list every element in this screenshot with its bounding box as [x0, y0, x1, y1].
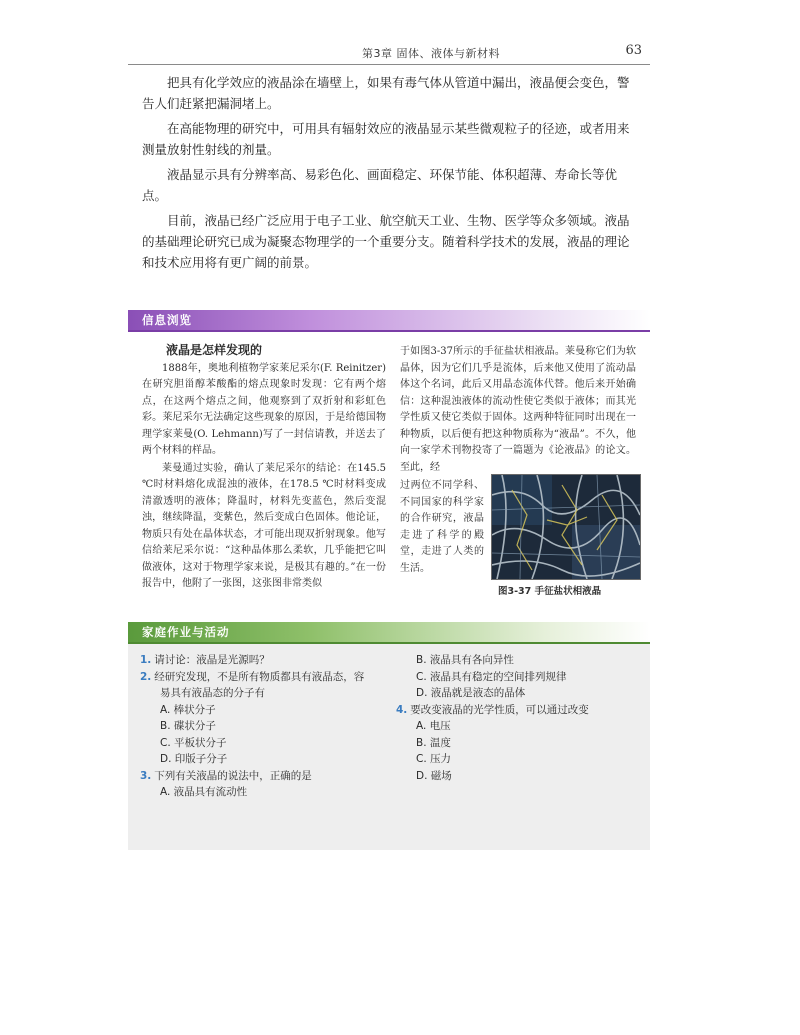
- textbook-page: [128, 38, 650, 850]
- page-number: 63: [625, 43, 642, 58]
- info-section-bar: [128, 310, 650, 332]
- answer-option: C. 平板状分子: [160, 736, 227, 749]
- homework-right-column: [396, 652, 646, 784]
- question-2-continued: 易具有液晶态的分子有: [160, 687, 265, 699]
- answer-option: D. 印版子分子: [160, 753, 228, 765]
- info-left-column: [142, 342, 386, 594]
- liquid-crystal-figure: [491, 474, 641, 580]
- liquid-crystal-texture-image: [492, 475, 640, 579]
- answer-option: B. 碟状分子: [160, 720, 216, 732]
- info-right-paragraph: 于如图3-37所示的手征盐状相液晶。莱曼称它们为软晶体，因为它们几乎是流体，后来他又使用了流动晶体这个名词，此后又用晶态流体代替。他后来开始确信：这种混浊液体的流动性使它类似于液体；而其光学性质又使它类似于固体。这两种特征同时出现在一种物质，以后便有把这种物质称为“液晶”。不久，他向一家学术刊物投寄了一篇题为《论液晶》的论文。至此，经: [400, 346, 636, 473]
- page-header: [128, 42, 650, 65]
- answer-option: C. 液晶具有稳定的空间排列规律: [416, 670, 567, 683]
- answer-option: A. 电压: [416, 720, 451, 732]
- question-4: 4. 要改变液晶的光学性质，可以通过改变: [396, 703, 589, 716]
- answer-option: A. 液晶具有流动性: [160, 786, 248, 798]
- body-paragraph: 把具有化学效应的液晶涂在墙壁上，如果有毒气体从管道中漏出，液晶便会变色，警告人们赶紧把漏洞堵上。: [142, 75, 630, 111]
- answer-option: D. 磁场: [416, 769, 452, 782]
- info-section-label: 信息浏览: [142, 313, 192, 327]
- figure-caption: 图3-37 手征盐状相液晶: [498, 586, 602, 597]
- body-paragraph: 在高能物理的研究中，可用具有辐射效应的液晶显示某些微观粒子的径迹，或者用来测量放射性射线的剂量。: [142, 121, 630, 157]
- question-1: 1. 请讨论：液晶是光源吗？: [140, 654, 270, 666]
- body-paragraph: 目前，液晶已经广泛应用于电子工业、航空航天工业、生物、医学等众多领域。液晶的基础理论研究已成为凝聚态物理学的一个重要分支。随着科学技术的发展，液晶的理论和技术应用将有更广阔的前景。: [142, 213, 630, 270]
- answer-option: B. 液晶具有各向异性: [416, 654, 514, 666]
- homework-left-column: [140, 652, 390, 801]
- info-right-wrap-paragraph: 过两位不同学科、不同国家的科学家的合作研究，液晶走进了科学的殿堂，走进了人类的生活。: [400, 480, 484, 574]
- info-title: 液晶是怎样发现的: [166, 343, 263, 357]
- homework-section-bar: [128, 622, 650, 644]
- info-paragraph: 莱曼通过实验，确认了莱尼采尔的结论：在145.5 ℃时材料熔化成混浊的液体，在178.5 ℃时材料变成清澈透明的液体；降温时，材料先变蓝色，然后变混浊，继续降温，变紫色，然后变成白色固体。他论证，物质只有处在晶体状态，才可能出现双折射现象。他写信给莱尼采尔说：“这种晶体那么柔软，几乎能把它叫做液体，这对于物理学家来说，是极其有趣的。”在一份报告中，他附了一张图，这张图非常类似: [142, 462, 386, 589]
- question-3: 3. 下列有关液晶的说法中，正确的是: [140, 769, 312, 782]
- chapter-title: 第3章 固体、液体与新材料: [362, 47, 500, 60]
- answer-option: C. 压力: [416, 753, 452, 765]
- question-2: 2. 经研究发现，不是所有物质都具有液晶态，容: [140, 670, 365, 683]
- info-paragraph: 1888年，奥地利植物学家莱尼采尔(F. Reinitzer)在研究胆甾醇苯酸酯的熔点现象时发现：它有两个熔点，在这两个熔点之间，他观察到了双折射和彩虹色彩。莱尼采尔无法确定这些现象的原因，于是给德国物理学家莱曼(O. Lehmann)写了一封信请教，并送去了两个材料的样品。: [142, 362, 386, 456]
- homework-section-label: 家庭作业与活动: [142, 625, 230, 639]
- body-paragraph: 液晶显示具有分辨率高、易彩色化、画面稳定、环保节能、体积超薄、寿命长等优点。: [142, 167, 618, 203]
- answer-option: A. 棒状分子: [160, 703, 216, 716]
- homework-box: [128, 644, 650, 850]
- answer-option: B. 温度: [416, 736, 451, 749]
- main-body-text: [142, 72, 632, 277]
- answer-option: D. 液晶就是液态的晶体: [416, 687, 526, 699]
